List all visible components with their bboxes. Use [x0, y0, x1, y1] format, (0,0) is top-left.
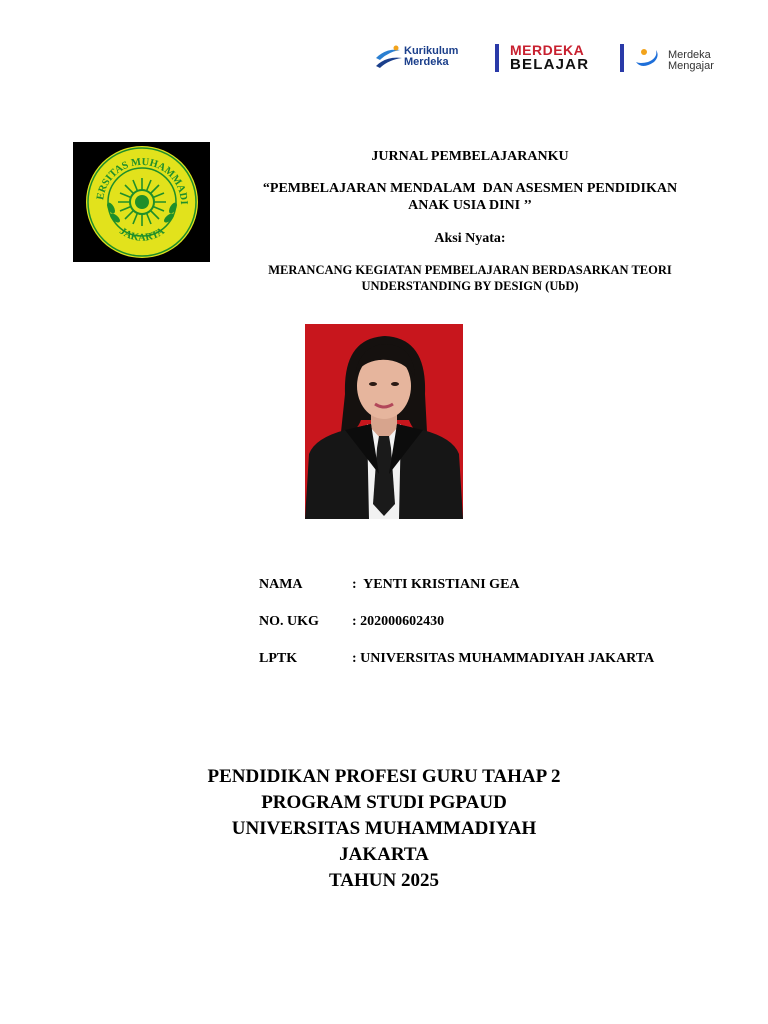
person-portrait-icon — [305, 324, 463, 519]
kurikulum-line1: Kurikulum — [404, 45, 459, 57]
logo-divider — [495, 44, 499, 72]
institution-footer — [94, 764, 674, 894]
identity-value: : 202000602430 — [352, 614, 445, 629]
identity-value: : UNIVERSITAS MUHAMMADIYAH JAKARTA — [352, 651, 655, 666]
aksi-nyata-line1: MERANCANG KEGIATAN PEMBELAJARAN BERDASARKAN TEORI — [268, 263, 672, 277]
merdeka-belajar-line1: MERDEKA — [510, 42, 585, 58]
footer-line-city: JAKARTA — [339, 844, 429, 865]
journal-title: JURNAL PEMBELAJARANKU — [371, 149, 569, 164]
aksi-nyata-line2: UNDERSTANDING BY DESIGN (UbD) — [361, 279, 579, 293]
footer-line-year: TAHUN 2025 — [329, 870, 439, 891]
journal-theme-line2: ANAK USIA DINI ’’ — [408, 198, 532, 213]
merdeka-mengajar-logo — [632, 44, 742, 72]
merdeka-belajar-logo — [510, 43, 610, 73]
identity-value: : YENTI KRISTIANI GEA — [352, 577, 520, 592]
portrait-photo — [305, 324, 463, 519]
kurikulum-line2: Merdeka — [404, 56, 449, 68]
journal-theme — [230, 180, 710, 214]
merdeka-mengajar-line1: Merdeka — [668, 49, 711, 61]
kurikulum-swoosh-icon — [374, 44, 404, 72]
aksi-nyata-label: Aksi Nyata: — [434, 231, 506, 246]
identity-label: LPTK — [259, 651, 298, 666]
merdeka-mengajar-line2: Mengajar — [668, 60, 714, 72]
identity-label: NAMA — [259, 577, 303, 592]
kurikulum-merdeka-logo — [374, 44, 492, 72]
journal-theme-line1: “PEMBELAJARAN MENDALAM DAN ASESMEN PENDIDIKAN — [262, 181, 678, 196]
footer-line-university: UNIVERSITAS MUHAMMADIYAH — [231, 818, 537, 839]
merdeka-mengajar-swirl-icon — [632, 44, 664, 72]
footer-line-program: PENDIDIKAN PROFESI GURU TAHAP 2 — [207, 766, 561, 787]
umj-seal-icon — [73, 142, 210, 262]
footer-line-study: PROGRAM STUDI PGPAUD — [261, 792, 507, 813]
aksi-nyata-description — [230, 262, 710, 294]
merdeka-belajar-line2: BELAJAR — [510, 56, 590, 73]
identity-label: NO. UKG — [259, 614, 319, 629]
seal-top-text: ERSITAS MUHAMMADI — [95, 156, 190, 205]
seal-bottom-text: JAKARTA — [117, 225, 167, 244]
logo-divider — [620, 44, 624, 72]
university-seal — [73, 142, 210, 262]
